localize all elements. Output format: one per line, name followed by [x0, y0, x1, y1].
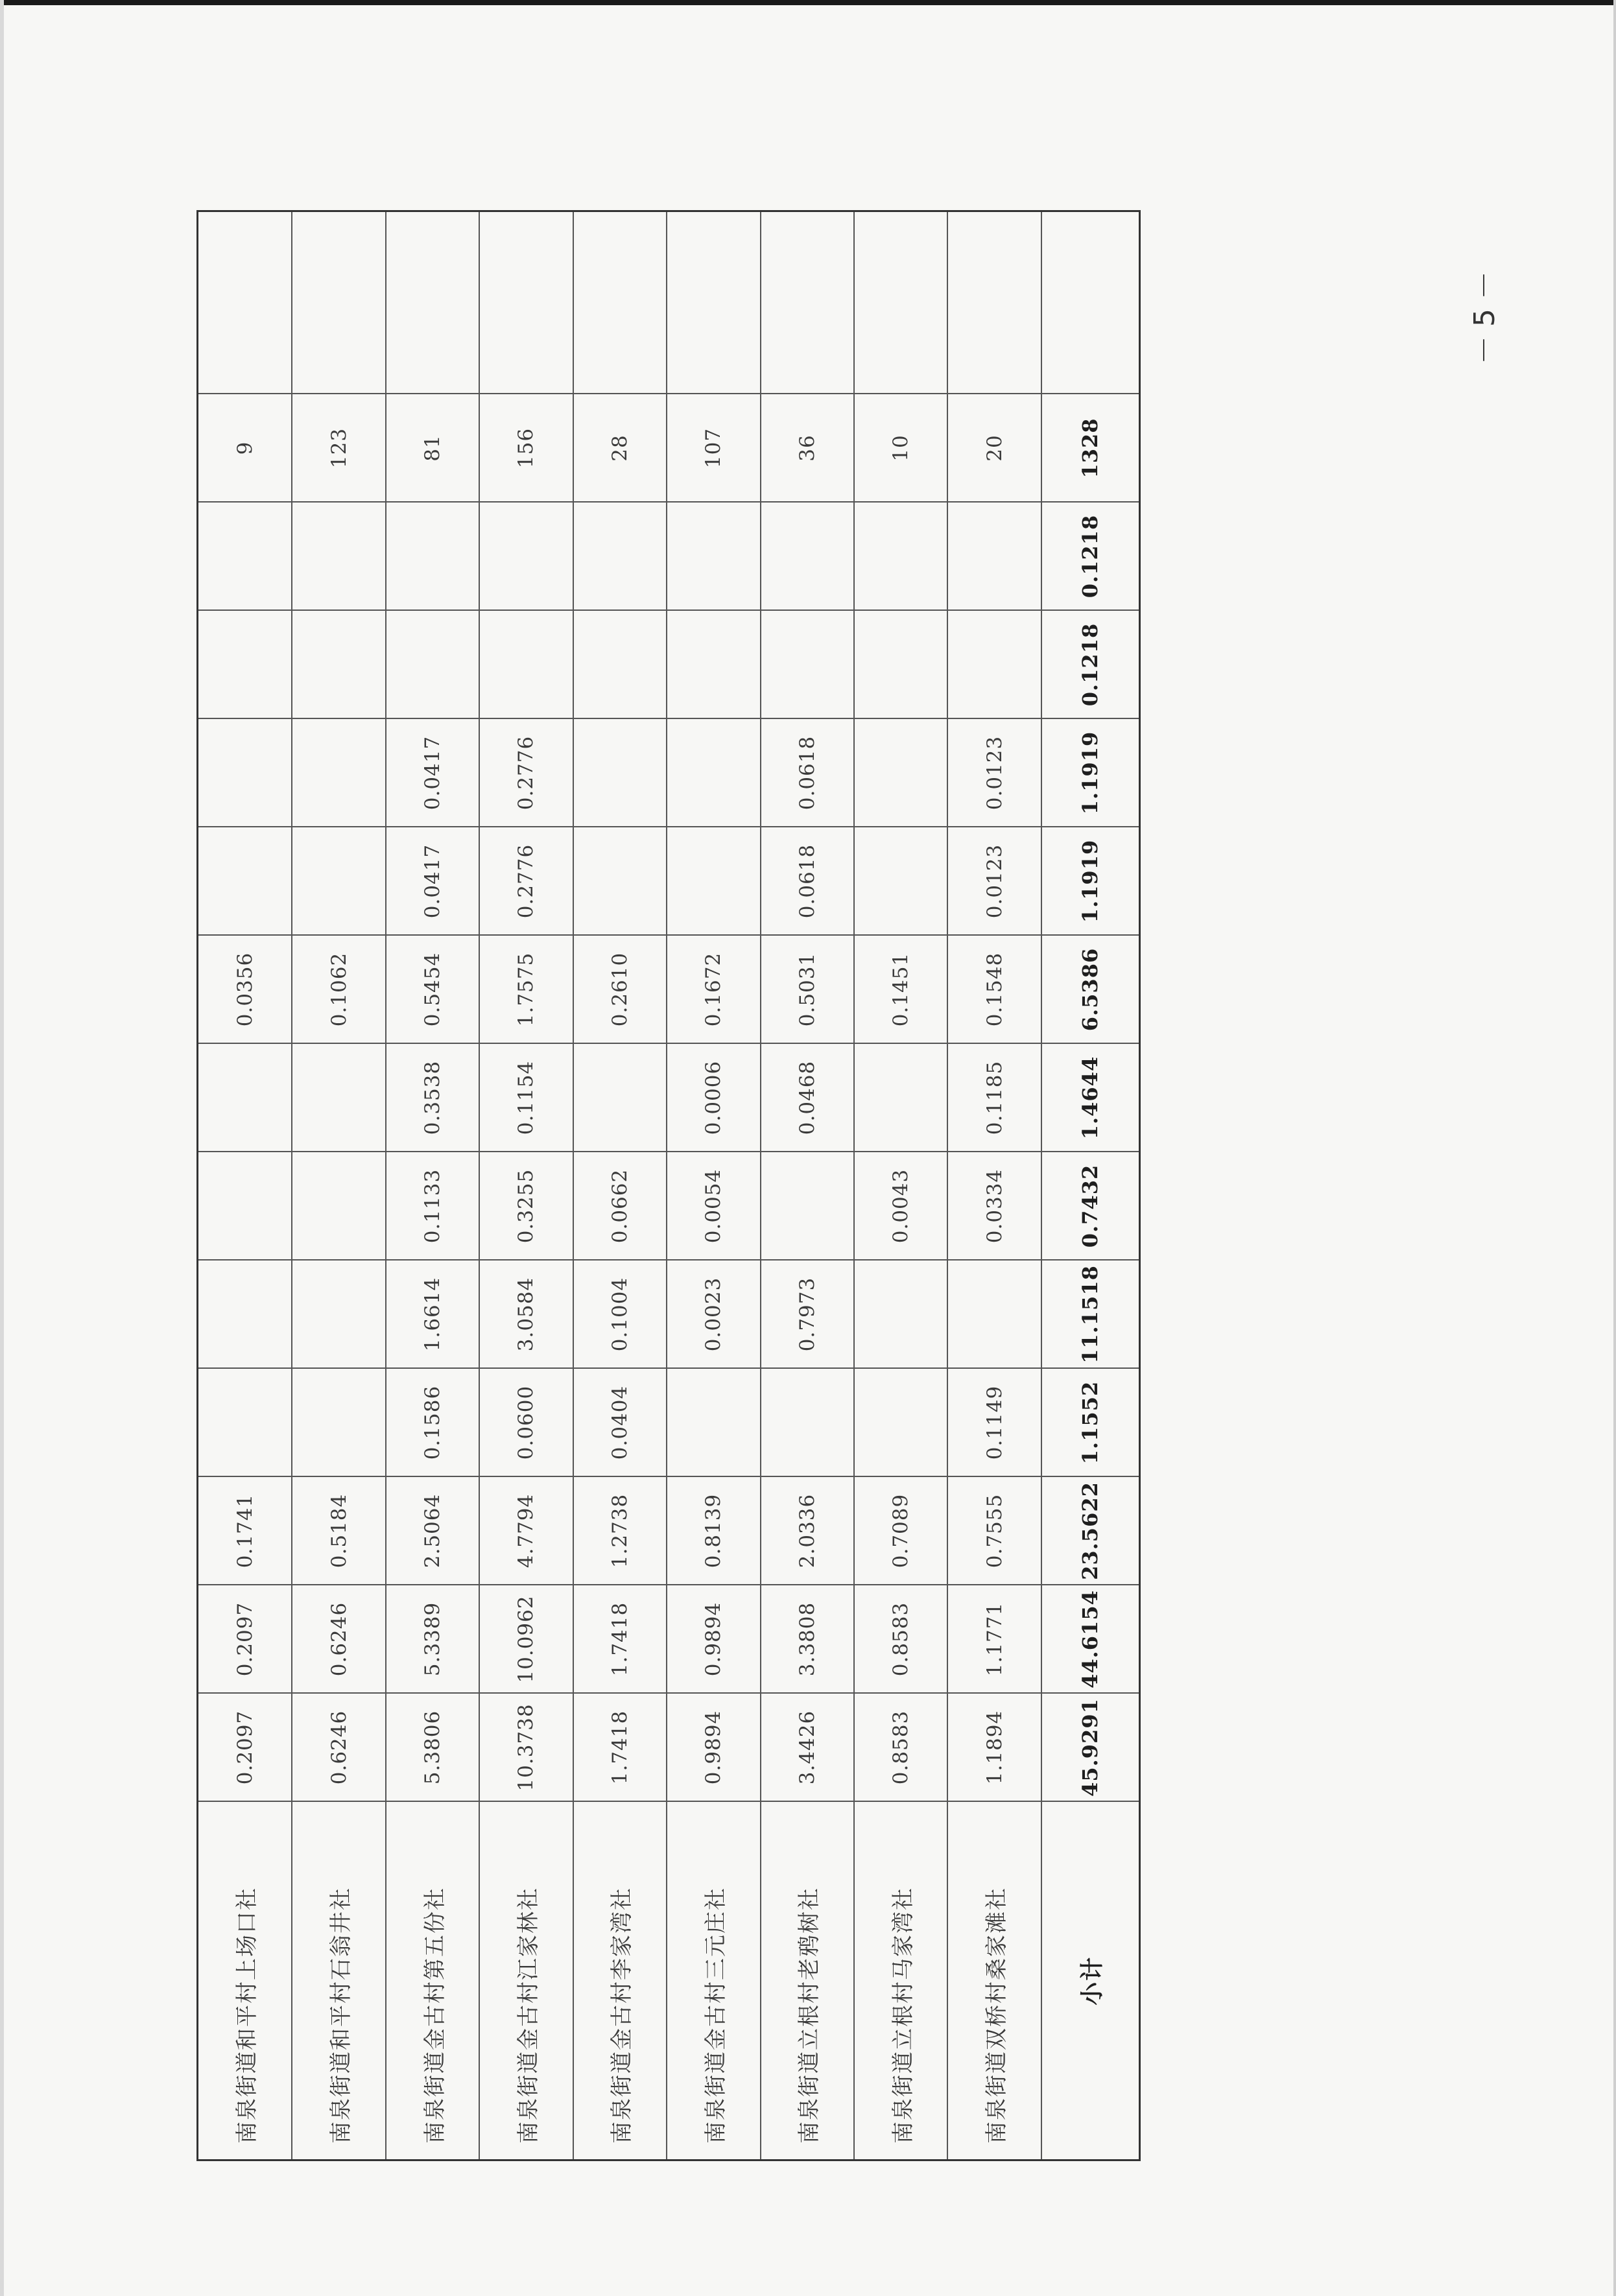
table-cell: 0.0123: [947, 827, 1041, 936]
table-cell: 0.5454: [386, 936, 479, 1044]
scan-top-edge: [0, 0, 1616, 5]
table-cell: [292, 211, 385, 394]
table-cell: 0.1062: [292, 936, 385, 1044]
table-cell: 10: [854, 394, 947, 503]
total-cell: 44.6154: [1041, 1585, 1140, 1694]
table-cell: [667, 827, 760, 936]
table-cell: 123: [292, 394, 385, 503]
table-cell: [761, 1152, 854, 1260]
table-cell: 1.1771: [947, 1585, 1041, 1694]
scan-left-edge: [0, 0, 4, 2296]
table-cell: 20: [947, 394, 1041, 503]
table-cell: 1.2738: [573, 1477, 667, 1585]
table-cell: 0.6246: [292, 1585, 385, 1694]
table-cell: 0.5031: [761, 936, 854, 1044]
table-cell: 0.7555: [947, 1477, 1041, 1585]
table-cell: [854, 827, 947, 936]
table-cell: 0.0417: [386, 719, 479, 827]
table-cell: [292, 719, 385, 827]
table-row: [761, 211, 854, 2160]
table-cell: [573, 503, 667, 611]
table-cell: [667, 719, 760, 827]
table-cell: 0.0404: [573, 1369, 667, 1477]
total-cell: 23.5622: [1041, 1477, 1140, 1585]
total-cell: 0.7432: [1041, 1152, 1140, 1260]
table-cell: [761, 211, 854, 394]
table-cell: 10.3738: [479, 1694, 573, 1802]
table-cell: 0.1004: [573, 1260, 667, 1369]
table-cell: 0.1672: [667, 936, 760, 1044]
table-cell: 0.1451: [854, 936, 947, 1044]
row-name-cell: 南泉街道金古村李家湾社: [573, 1802, 667, 2160]
table-cell: 1.7418: [573, 1694, 667, 1802]
total-cell: 0.1218: [1041, 503, 1140, 611]
table-cell: [854, 1260, 947, 1369]
table-cell: 0.0618: [761, 827, 854, 936]
table-cell: 0.1133: [386, 1152, 479, 1260]
table-cell: 0.7973: [761, 1260, 854, 1369]
table-cell: [386, 503, 479, 611]
table-cell: [667, 503, 760, 611]
land-table: [196, 298, 1141, 2161]
row-name-cell: 南泉街道立根村马家湾社: [854, 1802, 947, 2160]
table-cell: 0.0356: [198, 936, 292, 1044]
table-cell: 9: [198, 394, 292, 503]
row-name-cell: 南泉街道金古村三元庄社: [667, 1802, 760, 2160]
total-cell: [1041, 211, 1140, 394]
table-cell: 5.3806: [386, 1694, 479, 1802]
total-cell: 45.9291: [1041, 1694, 1140, 1802]
table-body: [198, 211, 1140, 2160]
total-cell: 1.1919: [1041, 827, 1140, 936]
table-cell: [573, 1044, 667, 1152]
row-name-cell: 南泉街道立根村老鸦树社: [761, 1802, 854, 2160]
table-cell: 156: [479, 394, 573, 503]
table-cell: [573, 611, 667, 719]
table-cell: 0.1185: [947, 1044, 1041, 1152]
table-cell: [854, 1044, 947, 1152]
total-cell: 1.1552: [1041, 1369, 1140, 1477]
table-row: [947, 211, 1041, 2160]
table-row: [292, 211, 385, 2160]
table-cell: 0.5184: [292, 1477, 385, 1585]
table-cell: 28: [573, 394, 667, 503]
table-cell: 0.1149: [947, 1369, 1041, 1477]
table-cell: 0.0043: [854, 1152, 947, 1260]
scan-right-edge: [1613, 0, 1616, 2296]
table-cell: 0.0417: [386, 827, 479, 936]
table-cell: 0.0468: [761, 1044, 854, 1152]
table-cell: 0.1586: [386, 1369, 479, 1477]
table-cell: [947, 503, 1041, 611]
table-cell: 3.0584: [479, 1260, 573, 1369]
table-cell: 2.0336: [761, 1477, 854, 1585]
table-cell: [292, 503, 385, 611]
table-cell: 0.0662: [573, 1152, 667, 1260]
table-cell: [854, 719, 947, 827]
table-row: [667, 211, 760, 2160]
table-cell: 107: [667, 394, 760, 503]
table-row: [854, 211, 947, 2160]
table-cell: 0.0618: [761, 719, 854, 827]
table-cell: [198, 1369, 292, 1477]
table-cell: [947, 1260, 1041, 1369]
table-cell: 0.0023: [667, 1260, 760, 1369]
row-name-cell: 南泉街道金古村第五份社: [386, 1802, 479, 2160]
table-cell: [479, 611, 573, 719]
total-cell: 6.5386: [1041, 936, 1140, 1044]
table-cell: 0.6246: [292, 1694, 385, 1802]
table-cell: 1.1894: [947, 1694, 1041, 1802]
table-cell: 0.0006: [667, 1044, 760, 1152]
total-label: 小计: [1041, 1802, 1140, 2160]
table-cell: [386, 611, 479, 719]
table-cell: 5.3389: [386, 1585, 479, 1694]
table-cell: [198, 1260, 292, 1369]
table-cell: 0.1741: [198, 1477, 292, 1585]
table-cell: 0.7089: [854, 1477, 947, 1585]
table-cell: 10.0962: [479, 1585, 573, 1694]
table-cell: [761, 1369, 854, 1477]
table-cell: [854, 211, 947, 394]
table-cell: [292, 1260, 385, 1369]
table-cell: [947, 211, 1041, 394]
table-cell: [292, 1152, 385, 1260]
table-cell: 0.2097: [198, 1585, 292, 1694]
table-cell: [479, 211, 573, 394]
table-cell: 0.2610: [573, 936, 667, 1044]
table-cell: [386, 211, 479, 394]
total-row: [1041, 211, 1140, 2160]
table-cell: [198, 611, 292, 719]
table-cell: 0.8139: [667, 1477, 760, 1585]
land-data-table: [196, 210, 1141, 2161]
table-cell: [198, 1044, 292, 1152]
row-name-cell: 南泉街道金古村江家林社: [479, 1802, 573, 2160]
table-cell: [292, 1369, 385, 1477]
table-cell: [479, 503, 573, 611]
table-cell: 0.0123: [947, 719, 1041, 827]
table-cell: [573, 211, 667, 394]
table-cell: [198, 1152, 292, 1260]
table-cell: [573, 719, 667, 827]
total-cell: 1.4644: [1041, 1044, 1140, 1152]
table-row: [573, 211, 667, 2160]
table-cell: 0.2776: [479, 719, 573, 827]
row-name-cell: 南泉街道和平村上场口社: [198, 1802, 292, 2160]
table-cell: 0.3255: [479, 1152, 573, 1260]
row-name-cell: 南泉街道和平村石翁井社: [292, 1802, 385, 2160]
table-cell: [761, 611, 854, 719]
table-cell: [198, 211, 292, 394]
total-cell: 1.1919: [1041, 719, 1140, 827]
table-cell: 1.6614: [386, 1260, 479, 1369]
table-cell: 3.3808: [761, 1585, 854, 1694]
table-cell: 0.0054: [667, 1152, 760, 1260]
table-cell: 1.7575: [479, 936, 573, 1044]
table-row: [198, 211, 292, 2160]
total-cell: 1328: [1041, 394, 1140, 503]
table-cell: 1.7418: [573, 1585, 667, 1694]
table-cell: [854, 611, 947, 719]
page-number: － 5 －: [1468, 271, 1501, 364]
table-cell: 0.8583: [854, 1585, 947, 1694]
table-cell: [573, 827, 667, 936]
table-cell: 0.1154: [479, 1044, 573, 1152]
table-cell: 3.4426: [761, 1694, 854, 1802]
table-cell: 36: [761, 394, 854, 503]
table-cell: [667, 1369, 760, 1477]
table-cell: 0.3538: [386, 1044, 479, 1152]
table-cell: [198, 719, 292, 827]
table-cell: [854, 503, 947, 611]
table-row: [479, 211, 573, 2160]
table-cell: 0.2097: [198, 1694, 292, 1802]
table-row: [386, 211, 479, 2160]
table-cell: 0.9894: [667, 1694, 760, 1802]
table-cell: 4.7794: [479, 1477, 573, 1585]
table-cell: 0.0600: [479, 1369, 573, 1477]
table-cell: [761, 503, 854, 611]
table-cell: [292, 827, 385, 936]
total-cell: 0.1218: [1041, 611, 1140, 719]
row-name-cell: 南泉街道双桥村桑家滩社: [947, 1802, 1041, 2160]
table-cell: [667, 211, 760, 394]
table-cell: [854, 1369, 947, 1477]
table-cell: 2.5064: [386, 1477, 479, 1585]
table-cell: 81: [386, 394, 479, 503]
table-cell: [292, 611, 385, 719]
table-cell: [198, 503, 292, 611]
table-cell: 0.9894: [667, 1585, 760, 1694]
table-cell: [198, 827, 292, 936]
table-cell: 0.2776: [479, 827, 573, 936]
table-cell: 0.0334: [947, 1152, 1041, 1260]
table-cell: 0.8583: [854, 1694, 947, 1802]
table-cell: [947, 611, 1041, 719]
table-cell: [667, 611, 760, 719]
table-cell: 0.1548: [947, 936, 1041, 1044]
table-cell: [292, 1044, 385, 1152]
total-cell: 11.1518: [1041, 1260, 1140, 1369]
